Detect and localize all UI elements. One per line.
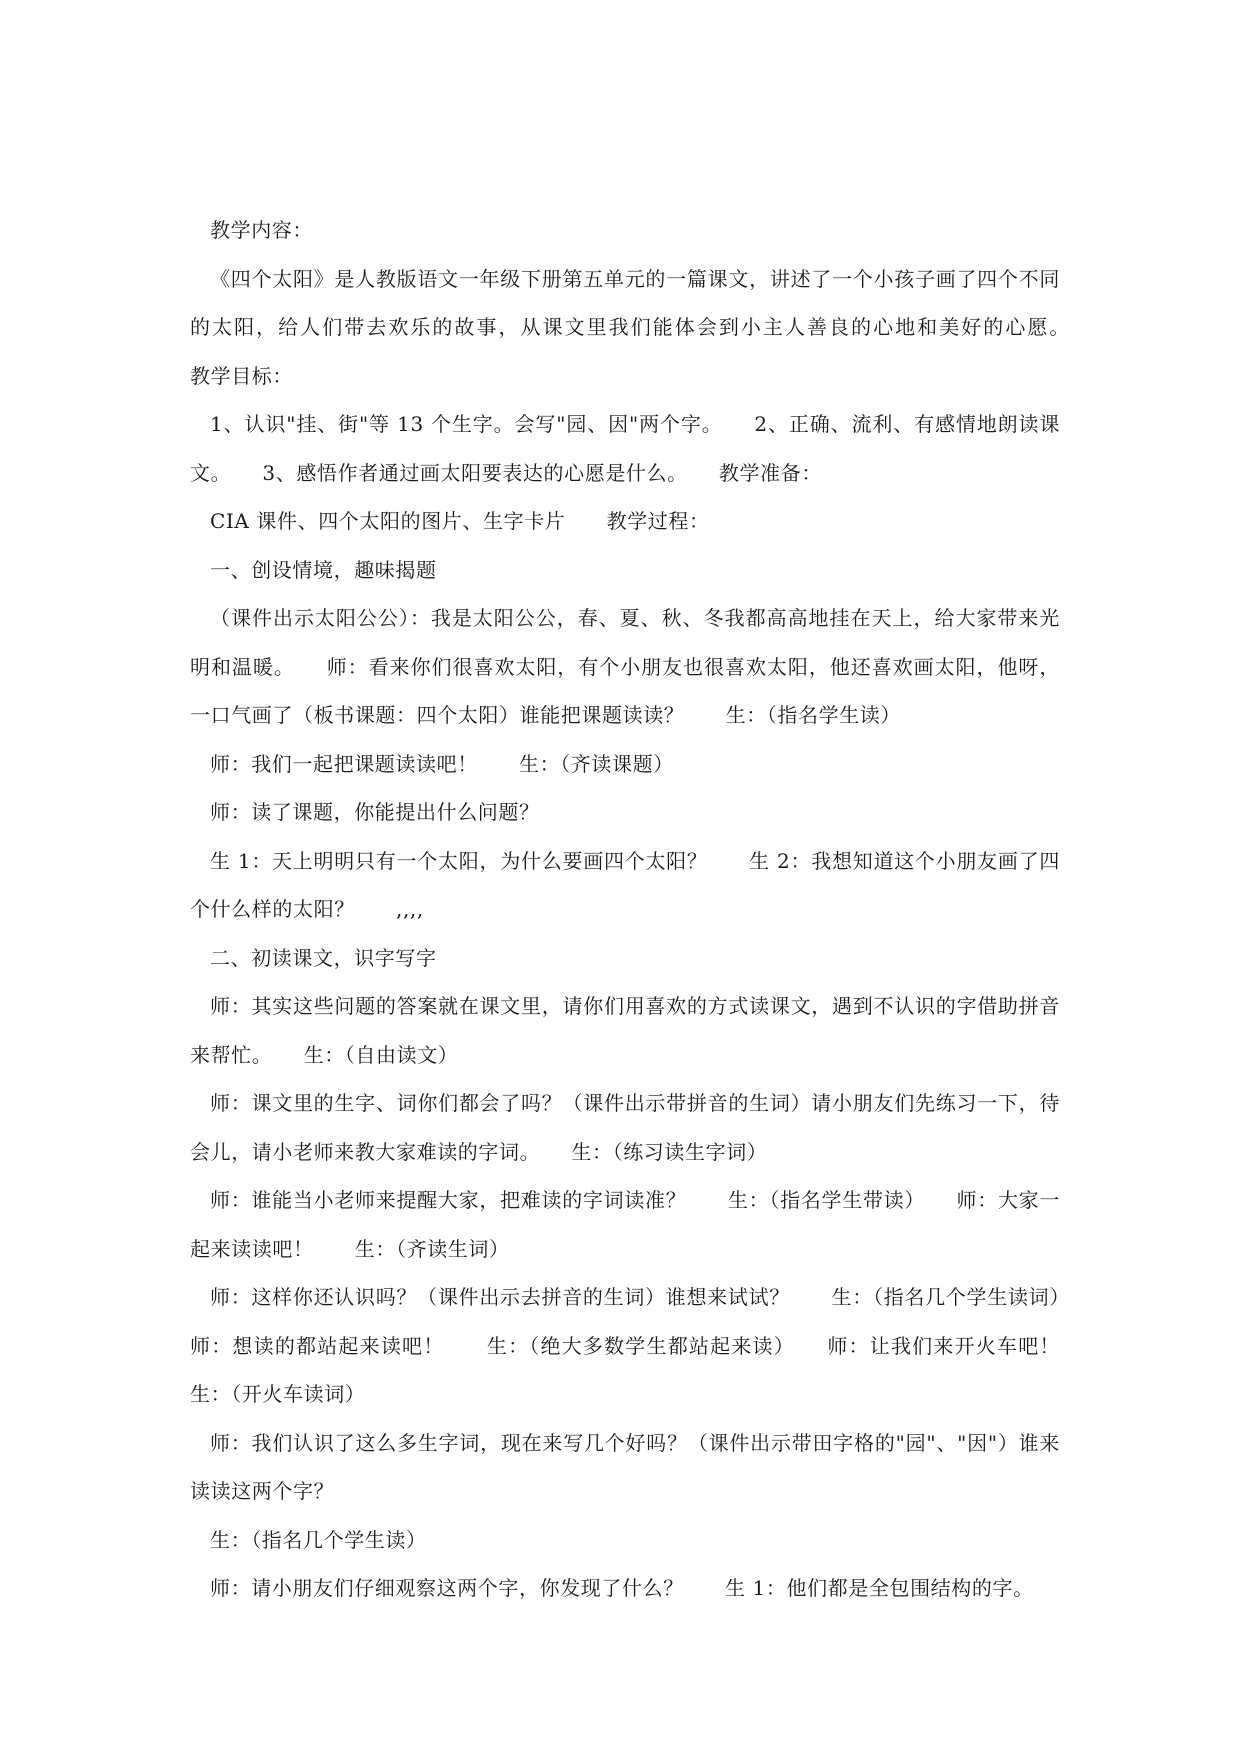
paragraph-ask-questions: 师：读了课题，你能提出什么问题？: [210, 800, 540, 824]
paragraph-words-without-pinyin: 师：这样你还认识吗？（课件出示去拼音的生词）谁想来试试？ 生：（指名几个学生读词） 师：想读的都站起来读吧！ 生：（绝大多数学生都站起来读） 师：让我们来开火车吧！ 生：（开火车读词）: [190, 1285, 1102, 1406]
paragraph-practice-words: 师：课文里的生字、词你们都会了吗？（课件出示带拼音的生词）请小朋友们先练习一下，待会儿，请小老师来教大家难读的字词。 生：（练习读生字词）: [190, 1091, 1060, 1164]
paragraph-teaching-content-heading: 教学内容：: [210, 218, 313, 242]
paragraph-section-two-heading: 二、初读课文，识字写字: [210, 945, 437, 970]
paragraph-teaching-goals: 1、认识"挂、街"等 13 个生字。会写"园、因"两个字。 2、正确、流利、有感情地朗读课文。 3、感悟作者通过画太阳要表达的心愿是什么。 教学准备：: [190, 412, 1060, 485]
paragraph-read-title-together: 师：我们一起把课题读读吧！ 生：（齐读课题）: [210, 751, 674, 776]
paragraph-sun-intro-dialogue: （课件出示太阳公公）：我是太阳公公，春、夏、秋、冬我都高高地挂在天上，给大家带来光明和温暖。 师：看来你们很喜欢太阳，有个小朋友也很喜欢太阳，他还喜欢画太阳，他呀，一口气画了（板书课题：四个太阳）谁能把课题读读？ 生：（指名学生读）: [190, 606, 1060, 727]
paragraph-writing-characters: 师：我们认识了这么多生字词，现在来写几个好吗？（课件出示带田字格的"园"、"因"）谁来读读这两个字？: [190, 1430, 1060, 1503]
paragraph-free-reading: 师：其实这些问题的答案就在课文里，请你们用喜欢的方式读课文，遇到不认识的字借助拼音来帮忙。 生：（自由读文）: [190, 994, 1060, 1067]
paragraph-section-one-heading: 一、创设情境，趣味揭题: [210, 557, 437, 582]
paragraph-students-read-characters: 生：（指名几个学生读）: [210, 1527, 427, 1552]
paragraph-student-questions: 生 1：天上明明只有一个太阳，为什么要画四个太阳？ 生 2：我想知道这个小朋友画了四个什么样的太阳？ ,,,,: [190, 848, 1060, 921]
paragraph-lesson-intro: 《四个太阳》是人教版语文一年级下册第五单元的一篇课文，讲述了一个小孩子画了四个不同的太阳，给人们带去欢乐的故事，从课文里我们能体会到小主人善良的心地和美好的心愿。 教学目标：: [190, 266, 1102, 388]
document-body: [190, 206, 1102, 1613]
paragraph-observe-characters: 师：请小朋友们仔细观察这两个字，你发现了什么？ 生 1：他们都是全包围结构的字。: [210, 1576, 1034, 1600]
paragraph-little-teacher: 师：谁能当小老师来提醒大家，把难读的字词读准？ 生：（指名学生带读） 师：大家一起来读读吧！ 生：（齐读生词）: [190, 1188, 1060, 1261]
paragraph-teaching-prep: CIA 课件、四个太阳的图片、生字卡片 教学过程：: [210, 509, 710, 533]
